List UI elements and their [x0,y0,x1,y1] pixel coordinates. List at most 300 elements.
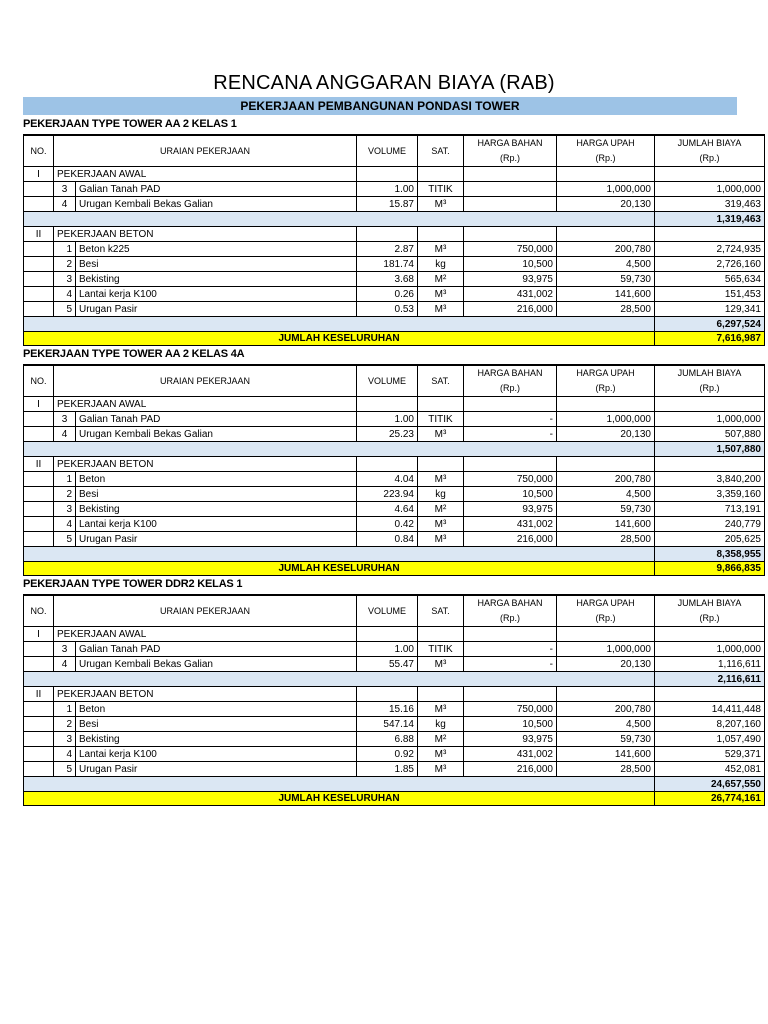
header-uraian: URAIAN PEKERJAAN [54,595,357,627]
item-volume: 1.00 [357,642,418,657]
item-volume: 0.84 [357,532,418,547]
header-unit: (Rp.) [595,383,616,393]
row-spacer [24,732,54,747]
item-harga-bahan: 93,975 [464,272,557,287]
row-spacer [24,517,54,532]
item-volume: 1.85 [357,762,418,777]
item-jumlah-biaya: 1,116,611 [655,657,765,672]
row-spacer [24,747,54,762]
rab-table [23,364,765,576]
row-spacer [24,302,54,317]
header-no: NO. [24,365,54,397]
header-uraian: URAIAN PEKERJAAN [54,135,357,167]
header-unit: (Rp.) [699,383,720,393]
item-name: Urugan Pasir [76,302,357,317]
table-row [24,412,765,427]
header-sat: SAT. [418,135,464,167]
item-name: Lantai kerja K100 [76,287,357,302]
subtotal-row [24,442,765,457]
item-volume: 3.68 [357,272,418,287]
item-jumlah-biaya: 240,779 [655,517,765,532]
header-harga-upah [557,595,655,627]
item-harga-upah: 200,780 [557,702,655,717]
header-label: HARGA BAHAN [477,138,543,148]
header-unit: (Rp.) [500,613,520,623]
empty-cell [357,397,418,412]
rab-table [23,594,765,806]
item-harga-upah: 59,730 [557,732,655,747]
subtotal-row [24,672,765,687]
item-name: Besi [76,257,357,272]
item-number: 4 [54,747,76,762]
header-jumlah-biaya [655,595,765,627]
table-row [24,272,765,287]
empty-cell [557,627,655,642]
header-jumlah-biaya [655,135,765,167]
empty-cell [655,687,765,702]
subtotal-spacer [24,212,655,227]
row-spacer [24,287,54,302]
item-unit: M³ [418,427,464,442]
item-number: 2 [54,717,76,732]
empty-cell [557,457,655,472]
item-volume: 0.42 [357,517,418,532]
subtotal-amount: 24,657,550 [655,777,765,792]
item-volume: 0.53 [357,302,418,317]
table-row [24,702,765,717]
empty-cell [557,687,655,702]
item-jumlah-biaya: 3,840,200 [655,472,765,487]
header-no: NO. [24,595,54,627]
empty-cell [464,457,557,472]
row-spacer [24,412,54,427]
empty-cell [357,627,418,642]
empty-cell [357,457,418,472]
row-spacer [24,532,54,547]
table-row [24,732,765,747]
group-header-row [24,457,765,472]
empty-cell [357,167,418,182]
item-name: Beton [76,472,357,487]
item-jumlah-biaya: 2,724,935 [655,242,765,257]
item-jumlah-biaya: 1,000,000 [655,412,765,427]
group-number: I [24,397,54,412]
row-spacer [24,242,54,257]
item-number: 1 [54,472,76,487]
header-volume: VOLUME [357,365,418,397]
item-name: Besi [76,487,357,502]
section-title: PEKERJAAN TYPE TOWER DDR2 KELAS 1 [23,578,243,590]
grand-total-row [24,562,765,576]
row-spacer [24,472,54,487]
grand-total-label: JUMLAH KESELURUHAN [24,792,655,806]
item-unit: TITIK [418,642,464,657]
group-label: PEKERJAAN AWAL [54,627,357,642]
item-jumlah-biaya: 1,057,490 [655,732,765,747]
grand-total-row [24,792,765,806]
item-harga-upah: 1,000,000 [557,182,655,197]
header-label: HARGA UPAH [576,598,635,608]
header-unit: (Rp.) [699,153,720,163]
row-spacer [24,502,54,517]
item-harga-bahan: 10,500 [464,717,557,732]
row-spacer [24,642,54,657]
section-title: PEKERJAAN TYPE TOWER AA 2 KELAS 4A [23,348,245,360]
item-unit: M² [418,732,464,747]
item-number: 3 [54,272,76,287]
header-label: HARGA UPAH [576,368,635,378]
item-jumlah-biaya: 14,411,448 [655,702,765,717]
item-number: 3 [54,732,76,747]
group-number: I [24,627,54,642]
item-harga-upah: 20,130 [557,427,655,442]
item-unit: kg [418,717,464,732]
item-volume: 547.14 [357,717,418,732]
item-name: Bekisting [76,732,357,747]
item-volume: 2.87 [357,242,418,257]
item-unit: M³ [418,472,464,487]
item-number: 4 [54,197,76,212]
item-harga-upah: 141,600 [557,517,655,532]
empty-cell [464,397,557,412]
empty-cell [557,167,655,182]
subtotal-spacer [24,672,655,687]
empty-cell [655,457,765,472]
item-volume: 6.88 [357,732,418,747]
item-number: 4 [54,517,76,532]
item-volume: 15.16 [357,702,418,717]
table-row [24,472,765,487]
item-jumlah-biaya: 151,453 [655,287,765,302]
item-harga-upah: 4,500 [557,257,655,272]
item-harga-bahan: 750,000 [464,242,557,257]
header-harga-upah [557,135,655,167]
item-harga-bahan: 93,975 [464,732,557,747]
empty-cell [357,687,418,702]
empty-cell [655,167,765,182]
item-name: Urugan Pasir [76,762,357,777]
item-unit: M³ [418,762,464,777]
grand-total-label: JUMLAH KESELURUHAN [24,562,655,576]
row-spacer [24,657,54,672]
header-harga-upah [557,365,655,397]
item-harga-bahan: - [464,642,557,657]
item-name: Urugan Pasir [76,532,357,547]
grand-total-label: JUMLAH KESELURUHAN [24,332,655,346]
item-number: 2 [54,487,76,502]
header-unit: (Rp.) [595,153,616,163]
item-volume: 4.04 [357,472,418,487]
group-label: PEKERJAAN BETON [54,227,357,242]
item-unit: TITIK [418,182,464,197]
row-spacer [24,487,54,502]
table-row [24,197,765,212]
header-label: HARGA BAHAN [477,598,543,608]
item-unit: M³ [418,242,464,257]
table-header-row [24,365,765,397]
item-name: Urugan Kembali Bekas Galian [76,197,357,212]
item-harga-upah: 28,500 [557,762,655,777]
item-unit: M³ [418,532,464,547]
header-harga-bahan [464,135,557,167]
item-name: Lantai kerja K100 [76,747,357,762]
item-number: 4 [54,657,76,672]
table-row [24,517,765,532]
table-row [24,502,765,517]
item-harga-upah: 28,500 [557,532,655,547]
empty-cell [418,457,464,472]
item-name: Galian Tanah PAD [76,412,357,427]
item-harga-upah: 141,600 [557,747,655,762]
item-name: Beton [76,702,357,717]
item-jumlah-biaya: 8,207,160 [655,717,765,732]
group-label: PEKERJAAN BETON [54,457,357,472]
header-uraian: URAIAN PEKERJAAN [54,365,357,397]
item-unit: M³ [418,197,464,212]
grand-total-amount: 26,774,161 [655,792,765,806]
item-unit: M³ [418,657,464,672]
empty-cell [464,227,557,242]
table-row [24,487,765,502]
item-volume: 0.26 [357,287,418,302]
item-unit: M³ [418,302,464,317]
header-sat: SAT. [418,365,464,397]
group-label: PEKERJAAN AWAL [54,167,357,182]
table-row [24,257,765,272]
subtotal-amount: 8,358,955 [655,547,765,562]
group-header-row [24,397,765,412]
section-title: PEKERJAAN TYPE TOWER AA 2 KELAS 1 [23,118,237,130]
empty-cell [557,397,655,412]
header-no: NO. [24,135,54,167]
item-number: 1 [54,242,76,257]
empty-cell [418,627,464,642]
group-number: I [24,167,54,182]
header-unit: (Rp.) [500,153,520,163]
item-name: Beton k225 [76,242,357,257]
item-harga-upah: 4,500 [557,487,655,502]
item-harga-upah: 20,130 [557,657,655,672]
empty-cell [418,687,464,702]
table-row [24,427,765,442]
item-jumlah-biaya: 713,191 [655,502,765,517]
subtotal-amount: 6,297,524 [655,317,765,332]
empty-cell [655,227,765,242]
group-header-row [24,227,765,242]
table-row [24,287,765,302]
item-harga-bahan [464,197,557,212]
item-unit: kg [418,487,464,502]
item-number: 5 [54,762,76,777]
item-jumlah-biaya: 205,625 [655,532,765,547]
item-harga-bahan: 431,002 [464,287,557,302]
item-jumlah-biaya: 529,371 [655,747,765,762]
item-name: Lantai kerja K100 [76,517,357,532]
group-label: PEKERJAAN BETON [54,687,357,702]
empty-cell [418,397,464,412]
item-name: Besi [76,717,357,732]
item-volume: 1.00 [357,182,418,197]
table-row [24,657,765,672]
item-volume: 55.47 [357,657,418,672]
item-number: 4 [54,287,76,302]
item-harga-upah: 200,780 [557,242,655,257]
item-harga-bahan: 10,500 [464,257,557,272]
item-jumlah-biaya: 507,880 [655,427,765,442]
subtotal-row [24,547,765,562]
subtotal-spacer [24,547,655,562]
item-volume: 181.74 [357,257,418,272]
header-unit: (Rp.) [699,613,720,623]
table-row [24,717,765,732]
item-name: Bekisting [76,502,357,517]
item-jumlah-biaya: 3,359,160 [655,487,765,502]
page-title: RENCANA ANGGARAN BIAYA (RAB) [213,72,555,94]
item-harga-upah: 59,730 [557,272,655,287]
item-number: 3 [54,412,76,427]
item-volume: 4.64 [357,502,418,517]
item-harga-upah: 59,730 [557,502,655,517]
table-header-row [24,135,765,167]
item-harga-bahan: - [464,657,557,672]
subtotal-row [24,212,765,227]
item-unit: M² [418,272,464,287]
item-number: 1 [54,702,76,717]
empty-cell [418,167,464,182]
header-label: HARGA UPAH [576,138,635,148]
item-harga-upah: 28,500 [557,302,655,317]
item-harga-bahan: 750,000 [464,472,557,487]
empty-cell [464,627,557,642]
item-number: 5 [54,532,76,547]
grand-total-row [24,332,765,346]
row-spacer [24,257,54,272]
header-label: JUMLAH BIAYA [677,138,742,148]
item-name: Galian Tanah PAD [76,642,357,657]
subtotal-amount: 1,319,463 [655,212,765,227]
item-number: 2 [54,257,76,272]
item-jumlah-biaya: 2,726,160 [655,257,765,272]
item-harga-bahan: 431,002 [464,517,557,532]
item-unit: M³ [418,702,464,717]
group-header-row [24,167,765,182]
item-harga-bahan: 750,000 [464,702,557,717]
table-row [24,642,765,657]
header-jumlah-biaya [655,365,765,397]
item-unit: TITIK [418,412,464,427]
table-row [24,242,765,257]
item-harga-bahan: 216,000 [464,532,557,547]
item-harga-upah: 20,130 [557,197,655,212]
header-volume: VOLUME [357,595,418,627]
row-spacer [24,272,54,287]
group-number: II [24,457,54,472]
item-jumlah-biaya: 565,634 [655,272,765,287]
header-volume: VOLUME [357,135,418,167]
group-number: II [24,227,54,242]
item-harga-bahan: - [464,412,557,427]
item-harga-upah: 4,500 [557,717,655,732]
empty-cell [464,167,557,182]
item-name: Galian Tanah PAD [76,182,357,197]
item-volume: 15.87 [357,197,418,212]
subtotal-row [24,317,765,332]
grand-total-amount: 7,616,987 [655,332,765,346]
table-row [24,762,765,777]
item-harga-upah: 1,000,000 [557,642,655,657]
item-name: Bekisting [76,272,357,287]
project-banner: PEKERJAAN PEMBANGUNAN PONDASI TOWER [23,97,737,115]
empty-cell [557,227,655,242]
empty-cell [464,687,557,702]
item-name: Urugan Kembali Bekas Galian [76,657,357,672]
item-harga-upah: 1,000,000 [557,412,655,427]
item-unit: M² [418,502,464,517]
subtotal-spacer [24,777,655,792]
item-harga-upah: 141,600 [557,287,655,302]
item-number: 4 [54,427,76,442]
header-label: JUMLAH BIAYA [677,368,742,378]
subtotal-amount: 1,507,880 [655,442,765,457]
row-spacer [24,197,54,212]
header-harga-bahan [464,365,557,397]
item-unit: kg [418,257,464,272]
empty-cell [418,227,464,242]
item-number: 5 [54,302,76,317]
item-harga-bahan: 216,000 [464,302,557,317]
item-jumlah-biaya: 129,341 [655,302,765,317]
item-jumlah-biaya: 1,000,000 [655,182,765,197]
group-label: PEKERJAAN AWAL [54,397,357,412]
table-row [24,532,765,547]
item-jumlah-biaya: 452,081 [655,762,765,777]
header-sat: SAT. [418,595,464,627]
row-spacer [24,762,54,777]
item-harga-bahan: 10,500 [464,487,557,502]
item-number: 3 [54,502,76,517]
header-harga-bahan [464,595,557,627]
table-row [24,302,765,317]
empty-cell [655,627,765,642]
item-unit: M³ [418,747,464,762]
item-number: 3 [54,182,76,197]
item-harga-bahan: 216,000 [464,762,557,777]
rab-table [23,134,765,346]
item-jumlah-biaya: 319,463 [655,197,765,212]
subtotal-row [24,777,765,792]
group-header-row [24,627,765,642]
row-spacer [24,702,54,717]
header-label: HARGA BAHAN [477,368,543,378]
item-harga-bahan: - [464,427,557,442]
table-header-row [24,595,765,627]
grand-total-amount: 9,866,835 [655,562,765,576]
item-unit: M³ [418,517,464,532]
item-volume: 1.00 [357,412,418,427]
header-unit: (Rp.) [595,613,616,623]
item-unit: M³ [418,287,464,302]
item-jumlah-biaya: 1,000,000 [655,642,765,657]
item-volume: 0.92 [357,747,418,762]
item-name: Urugan Kembali Bekas Galian [76,427,357,442]
item-volume: 25.23 [357,427,418,442]
header-label: JUMLAH BIAYA [677,598,742,608]
row-spacer [24,717,54,732]
group-number: II [24,687,54,702]
item-number: 3 [54,642,76,657]
table-row [24,747,765,762]
item-harga-upah: 200,780 [557,472,655,487]
